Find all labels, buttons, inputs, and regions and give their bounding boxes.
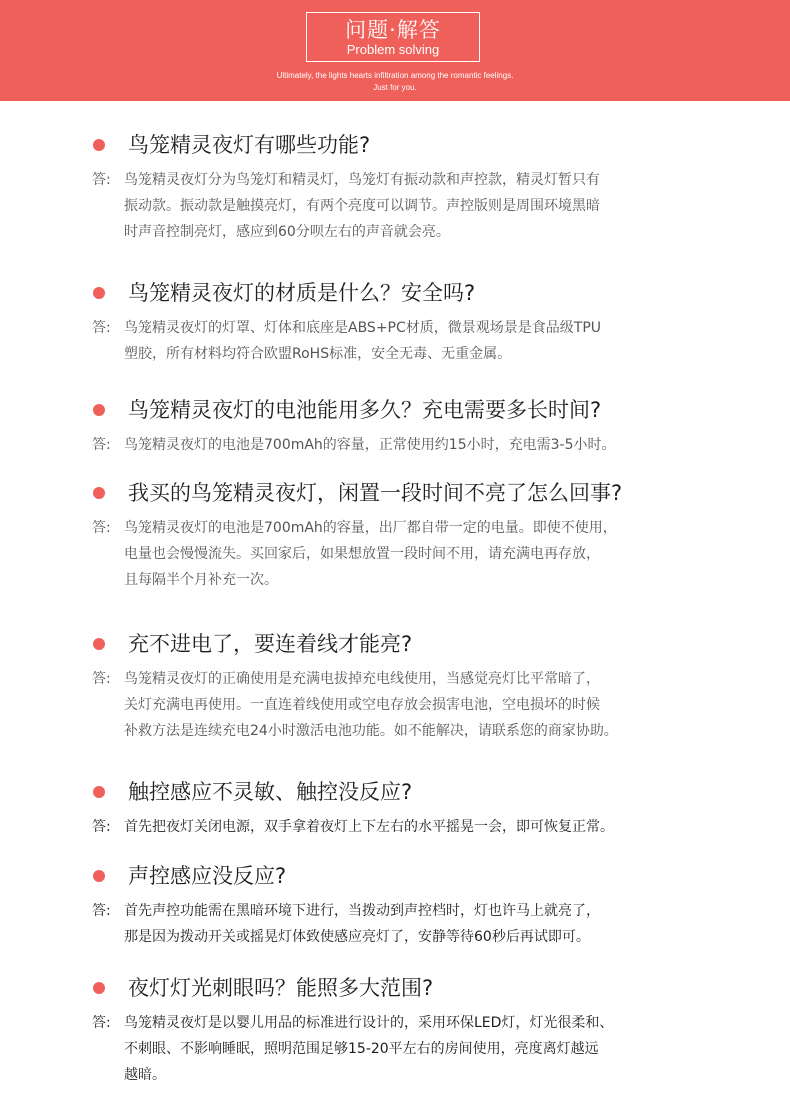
bullet-dot-icon bbox=[93, 870, 105, 882]
answer-prefix: 答: bbox=[92, 1015, 111, 1031]
faq-item bbox=[0, 394, 790, 458]
faq-answer bbox=[0, 515, 790, 593]
faq-answer bbox=[0, 167, 790, 245]
answer-prefix: 答: bbox=[92, 520, 111, 536]
bullet-dot-icon bbox=[93, 638, 105, 650]
faq-answer-line: 时声音控制亮灯，感应到60分呗左右的声音就会亮。 bbox=[124, 224, 450, 240]
faq-item bbox=[0, 972, 790, 1088]
faq-question-row bbox=[0, 776, 790, 808]
answer-prefix: 答: bbox=[92, 320, 111, 336]
faq-question: 鸟笼精灵夜灯的材质是什么？安全吗? bbox=[128, 281, 476, 305]
faq-item bbox=[0, 277, 790, 367]
faq-answer-line: 鸟笼精灵夜灯的正确使用是充满电拔掉充电线使用，当感觉亮灯比平常暗了， bbox=[124, 671, 600, 687]
faq-answer-line: 塑胶，所有材料均符合欧盟RoHS标准，安全无毒、无重金属。 bbox=[124, 346, 512, 362]
page-subtitle: Problem solving bbox=[346, 42, 440, 57]
faq-answer bbox=[0, 814, 790, 840]
faq-item bbox=[0, 129, 790, 245]
faq-question-row bbox=[0, 277, 790, 309]
faq-answer-line: 鸟笼精灵夜灯的电池是700mAh的容量，正常使用约15小时，充电需3-5小时。 bbox=[124, 437, 616, 453]
faq-question: 鸟笼精灵夜灯的电池能用多久？充电需要多长时间? bbox=[128, 398, 602, 422]
faq-answer bbox=[0, 1010, 790, 1088]
faq-answer-line: 越暗。 bbox=[124, 1067, 166, 1083]
faq-answer bbox=[0, 898, 790, 950]
answer-prefix: 答: bbox=[92, 903, 111, 919]
faq-answer-line: 鸟笼精灵夜灯的电池是700mAh的容量，出厂都自带一定的电量。即使不使用， bbox=[124, 520, 617, 536]
faq-item bbox=[0, 628, 790, 744]
faq-answer bbox=[0, 315, 790, 367]
faq-question-row bbox=[0, 477, 790, 509]
faq-item bbox=[0, 477, 790, 593]
faq-answer-line: 鸟笼精灵夜灯是以婴儿用品的标准进行设计的，采用环保LED灯，灯光很柔和、 bbox=[124, 1015, 614, 1031]
title-box bbox=[306, 12, 480, 62]
faq-answer-line: 那是因为拨动开关或摇晃灯体致使感应亮灯了，安静等待60秒后再试即可。 bbox=[124, 929, 590, 945]
page-title: 问题·解答 bbox=[345, 18, 441, 42]
faq-answer-line: 且每隔半个月补充一次。 bbox=[124, 572, 278, 588]
faq-item bbox=[0, 776, 790, 840]
faq-question-row bbox=[0, 628, 790, 660]
faq-question: 鸟笼精灵夜灯有哪些功能? bbox=[128, 133, 371, 157]
faq-answer-line: 振动款。振动款是触摸亮灯，有两个亮度可以调节。声控版则是周围环境黑暗 bbox=[124, 198, 600, 214]
bullet-dot-icon bbox=[93, 404, 105, 416]
faq-answer-line: 电量也会慢慢流失。买回家后，如果想放置一段时间不用，请充满电再存放， bbox=[124, 546, 600, 562]
tagline bbox=[0, 70, 790, 94]
faq-answer-line: 首先声控功能需在黑暗环境下进行，当拨动到声控档时，灯也许马上就亮了， bbox=[124, 903, 600, 919]
bullet-dot-icon bbox=[93, 982, 105, 994]
answer-prefix: 答: bbox=[92, 437, 111, 453]
tagline-line-2: Just for you. bbox=[373, 83, 417, 92]
header-banner bbox=[0, 0, 790, 101]
bullet-dot-icon bbox=[93, 287, 105, 299]
faq-answer bbox=[0, 432, 790, 458]
faq-answer-line: 不刺眼、不影响睡眠，照明范围足够15-20平左右的房间使用，亮度离灯越远 bbox=[124, 1041, 599, 1057]
faq-answer-line: 补救方法是连续充电24小时激活电池功能。如不能解决，请联系您的商家协助。 bbox=[124, 723, 618, 739]
faq-answer-line: 首先把夜灯关闭电源，双手拿着夜灯上下左右的水平摇晃一会，即可恢复正常。 bbox=[124, 819, 614, 835]
bullet-dot-icon bbox=[93, 139, 105, 151]
faq-question-row bbox=[0, 860, 790, 892]
tagline-line-1: Ultimately, the lights hearts infiltration among the romantic feelings. bbox=[276, 71, 514, 80]
faq-answer-line: 鸟笼精灵夜灯的灯罩、灯体和底座是ABS+PC材质，微景观场景是食品级TPU bbox=[124, 320, 602, 336]
faq-item bbox=[0, 860, 790, 950]
faq-answer-line: 鸟笼精灵夜灯分为鸟笼灯和精灵灯，鸟笼灯有振动款和声控款，精灵灯暂只有 bbox=[124, 172, 600, 188]
answer-prefix: 答: bbox=[92, 819, 111, 835]
faq-question: 我买的鸟笼精灵夜灯，闲置一段时间不亮了怎么回事? bbox=[128, 481, 623, 505]
faq-question-row bbox=[0, 129, 790, 161]
answer-prefix: 答: bbox=[92, 172, 111, 188]
faq-answer bbox=[0, 666, 790, 744]
faq-question: 触控感应不灵敏、触控没反应? bbox=[128, 780, 413, 804]
faq-question-row bbox=[0, 972, 790, 1004]
faq-question-row bbox=[0, 394, 790, 426]
bullet-dot-icon bbox=[93, 786, 105, 798]
answer-prefix: 答: bbox=[92, 671, 111, 687]
faq-question: 充不进电了，要连着线才能亮? bbox=[128, 632, 413, 656]
faq-answer-line: 关灯充满电再使用。一直连着线使用或空电存放会损害电池，空电损坏的时候 bbox=[124, 697, 600, 713]
faq-question: 夜灯灯光刺眼吗？能照多大范围? bbox=[128, 976, 434, 1000]
faq-question: 声控感应没反应? bbox=[128, 864, 287, 888]
bullet-dot-icon bbox=[93, 487, 105, 499]
